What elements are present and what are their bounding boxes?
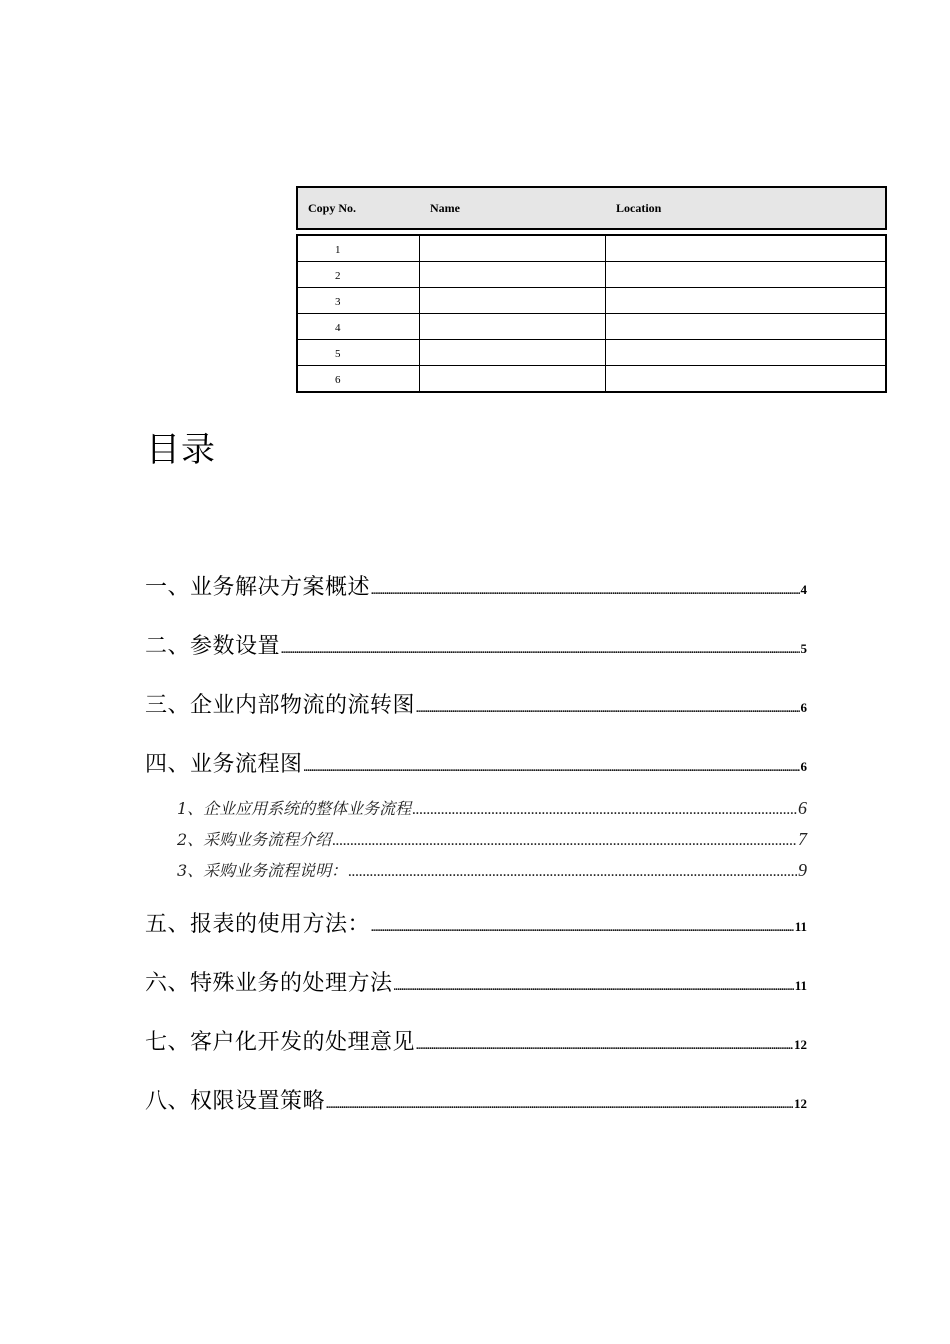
table-row (298, 236, 885, 261)
toc-leader-dots (394, 982, 794, 993)
toc-entry-page: 7 (798, 829, 807, 849)
toc-entry-label: 一、业务解决方案概述 (145, 575, 371, 600)
table-row (298, 339, 885, 365)
toc-entry-page: 11 (794, 919, 807, 934)
toc-subentry[interactable] (145, 827, 807, 850)
toc-entry-label: 六、特殊业务的处理方法 (145, 971, 393, 996)
toc-entry-page: 12 (794, 1096, 807, 1111)
toc-leader-dots (412, 801, 797, 819)
cell-copy-no: 1 (298, 236, 420, 261)
table-row (298, 261, 885, 287)
toc-entry-page: 4 (800, 582, 807, 597)
toc-leader-dots (416, 1041, 793, 1052)
toc-leader-dots (371, 923, 794, 934)
header-location: Location (616, 200, 662, 215)
cell-location (606, 314, 885, 339)
toc-entry-label: 五、报表的使用方法： (145, 912, 371, 937)
toc-entry-label: 二、参数设置 (145, 634, 281, 659)
toc-leader-dots (281, 645, 799, 656)
toc-leader-dots (304, 763, 800, 774)
cell-copy-no: 6 (298, 366, 420, 391)
cell-name (420, 288, 606, 313)
cell-location (606, 236, 885, 261)
cell-location (606, 262, 885, 287)
toc-entry-label: 2、采购业务流程介绍 (177, 830, 332, 849)
cell-name (420, 366, 606, 391)
toc-leader-dots (332, 832, 797, 850)
cell-copy-no: 3 (298, 288, 420, 313)
toc-entry-label: 四、业务流程图 (145, 752, 303, 777)
toc-entry-page: 6 (800, 759, 807, 774)
cell-copy-no: 4 (298, 314, 420, 339)
toc-title: 目录 (146, 430, 216, 470)
copy-table-header (296, 186, 887, 230)
toc-leader-dots (326, 1100, 793, 1111)
cell-location (606, 288, 885, 313)
toc-entry-label: 1、企业应用系统的整体业务流程 (177, 799, 412, 818)
toc-entry-page: 6 (798, 798, 807, 818)
toc-entry-page: 11 (794, 978, 807, 993)
table-row (298, 287, 885, 313)
toc-entry[interactable] (145, 570, 807, 601)
toc-entry[interactable] (145, 1084, 807, 1115)
toc-entry[interactable] (145, 688, 807, 719)
toc-entry-label: 七、客户化开发的处理意见 (145, 1030, 416, 1055)
cell-name (420, 236, 606, 261)
toc-leader-dots (416, 704, 799, 715)
toc-entry[interactable] (145, 1025, 807, 1056)
toc-entry-label: 3、采购业务流程说明： (177, 861, 348, 880)
cell-location (606, 366, 885, 391)
copy-distribution-table (296, 186, 887, 393)
toc-entry-page: 12 (794, 1037, 807, 1052)
copy-table-body (296, 234, 887, 393)
cell-name (420, 314, 606, 339)
toc-entry[interactable] (145, 629, 807, 660)
toc-entry-page: 9 (798, 860, 807, 880)
cell-name (420, 262, 606, 287)
cell-location (606, 340, 885, 365)
toc-subentry[interactable] (145, 796, 807, 819)
toc-entry[interactable] (145, 907, 807, 938)
header-copy-no: Copy No. (308, 200, 357, 215)
table-row (298, 365, 885, 391)
cell-copy-no: 5 (298, 340, 420, 365)
toc-leader-dots (348, 863, 797, 881)
toc-entry-page: 5 (800, 641, 807, 656)
table-row (298, 313, 885, 339)
toc-entry[interactable] (145, 966, 807, 997)
toc-subentry[interactable] (145, 858, 807, 881)
toc-entry-label: 八、权限设置策略 (145, 1089, 326, 1114)
toc-entry-page: 6 (800, 700, 807, 715)
toc-leader-dots (371, 586, 799, 597)
cell-copy-no: 2 (298, 262, 420, 287)
toc-entry[interactable] (145, 747, 807, 778)
cell-name (420, 340, 606, 365)
toc-entry-label: 三、企业内部物流的流转图 (145, 693, 416, 718)
header-name: Name (430, 200, 460, 215)
